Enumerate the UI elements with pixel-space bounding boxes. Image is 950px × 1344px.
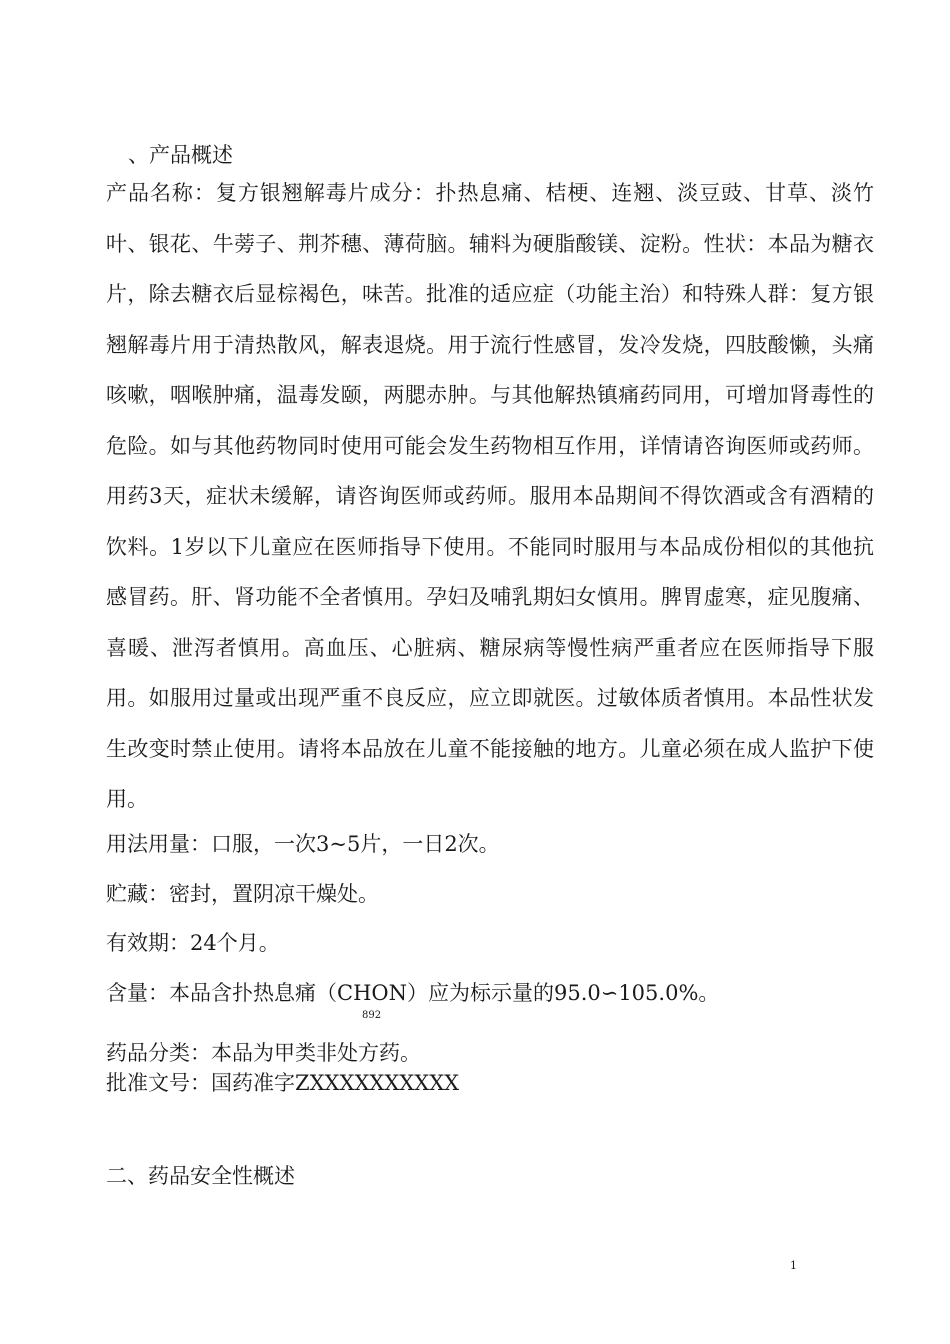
content-line: 含量：本品含扑热息痛（CHON）应为标示量的95.0∽105.0%。: [106, 981, 720, 1005]
formula-subscript: 892: [362, 1010, 382, 1021]
validity-line: 有效期：24个月。: [106, 931, 280, 955]
storage-line: 贮藏：密封，置阴凉干燥处。: [106, 882, 379, 906]
section-heading-safety-overview: 二、药品安全性概述: [106, 1164, 295, 1188]
classification-line: 药品分类：本品为甲类非处方药。: [106, 1041, 421, 1065]
section-heading-product-overview: 、产品概述: [128, 143, 233, 167]
approval-number-line: 批准文号：国药准字ZXXXXXXXXXX: [106, 1071, 460, 1095]
product-description-paragraph: 产品名称：复方银翘解毒片成分：扑热息痛、桔梗、连翘、淡豆豉、甘草、淡竹叶、银花、牛蒡子、荆芥穗、薄荷脑。辅料为硬脂酸镁、淀粉。性状：本品为糖衣片，除去糖衣后显棕褐色，味苦。批准的适应症（功能主治）和特殊人群：复方银翘解毒片用于清热散风，解表退烧。用于流行性感冒，发冷发烧，四肢酸懒，头痛咳嗽，咽喉肿痛，温毒发颐，两腮赤肿。与其他解热镇痛药同用，可增加肾毒性的危险。如与其他药物同时使用可能会发生药物相互作用，详情请咨询医师或药师。用药3天，症状未缓解，请咨询医师或药师。服用本品期间不得饮酒或含有酒精的饮料。1岁以下儿童应在医师指导下使用。不能同时服用与本品成份相似的其他抗感冒药。肝、肾功能不全者慎用。孕妇及哺乳期妇女慎用。脾胃虚寒，症见腹痛、喜暖、泄泻者慎用。高血压、心脏病、糖尿病等慢性病严重者应在医师指导下服用。如服用过量或出现严重不良反应，应立即就医。过敏体质者慎用。本品性状发生改变时禁止使用。请将本品放在儿童不能接触的地方。儿童必须在成人监护下使用。: [106, 181, 874, 811]
page-number: 1: [790, 1259, 797, 1272]
dosage-line: 用法用量：口服，一次3~5片，一日2次。: [106, 832, 500, 856]
